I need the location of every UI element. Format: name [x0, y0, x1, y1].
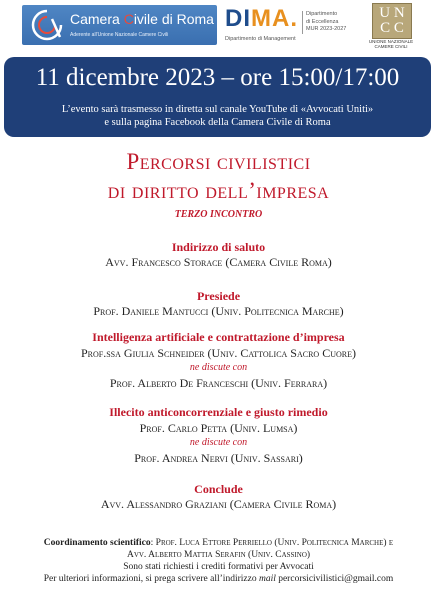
- ccr-name: Camera Civile di Roma: [70, 11, 214, 27]
- presiede-heading: Presiede: [196, 289, 241, 303]
- coordination-line1: Coordinamento scientifico: Prof. Luca Ettore Perriello (Univ. Politecnica Marche) e: [43, 538, 394, 548]
- conclude-speaker: Avv. Alessandro Graziani (Camera Civile Roma): [100, 497, 337, 511]
- event-title-line1: Percorsi civilistici: [126, 149, 311, 174]
- saluto-speaker: Avv. Francesco Storace (Camera Civile Roma): [105, 255, 332, 269]
- contact-email[interactable]: percorsicivilistici@gmail.com: [275, 574, 394, 584]
- event-subtitle: TERZO INCONTRO: [174, 209, 263, 220]
- stream-info-line1: L’evento sarà trasmesso in diretta sul canale YouTube di «Avvocati Uniti»: [61, 104, 374, 115]
- uncc-subtitle: UNIONE NAZIONALE CAMERE CIVILI: [368, 39, 414, 49]
- event-date: 11 dicembre 2023 – ore 15:00/17:00: [35, 64, 400, 91]
- ccr-monogram-icon: [28, 7, 66, 43]
- uncc-logo: [360, 3, 422, 49]
- illecito-heading: Illecito anticoncorrenziale e giusto rimedio: [109, 405, 328, 419]
- illecito-discute: ne discute con: [189, 437, 248, 448]
- credits-line: Sono stati richiesti i crediti formativi per Avvocati: [123, 562, 314, 572]
- ccr-subtitle: Aderente all'Unione Nazionale Camere Civili: [70, 32, 169, 38]
- illecito-speaker: Prof. Carlo Petta (Univ. Lumsa): [139, 421, 298, 435]
- dima-subtitle: Dipartimento di Management: [225, 36, 296, 42]
- coordination-line2: Avv. Alberto Mattia Serafin (Univ. Cassino): [126, 550, 311, 560]
- contact-line: Per ulteriori informazioni, si prega scrivere all’indirizzo mail percorsicivilistici@gmail.com: [43, 574, 394, 584]
- illecito-discussant: Prof. Andrea Nervi (Univ. Sassari): [134, 451, 303, 465]
- ia-speaker: Prof.ssa Giulia Schneider (Univ. Cattolica Sacro Cuore): [81, 346, 356, 360]
- ia-discute: ne discute con: [189, 362, 248, 373]
- presiede-speaker: Prof. Daniele Mantucci (Univ. Politecnica Marche): [93, 304, 344, 318]
- dima-wordmark: DIMA.: [225, 5, 298, 32]
- stream-info-line2: e sulla pagina Facebook della Camera Civile di Roma: [104, 117, 331, 128]
- dima-excellence: Dipartimento di Eccellenza MUR 2023-2027: [302, 11, 346, 34]
- event-title-line2: di diritto dell’impresa: [107, 178, 330, 203]
- ia-discussant: Prof. Alberto De Franceschi (Univ. Ferrara): [109, 376, 328, 390]
- camera-civile-roma-logo: [22, 5, 217, 45]
- dima-logo: [225, 6, 350, 46]
- saluto-heading: Indirizzo di saluto: [171, 240, 266, 254]
- uncc-emblem-icon: [372, 3, 412, 39]
- ia-heading: Intelligenza artificiale e contrattazione d’impresa: [92, 330, 345, 344]
- uncc-letters: U N C C: [379, 5, 405, 36]
- conclude-heading: Conclude: [194, 482, 243, 496]
